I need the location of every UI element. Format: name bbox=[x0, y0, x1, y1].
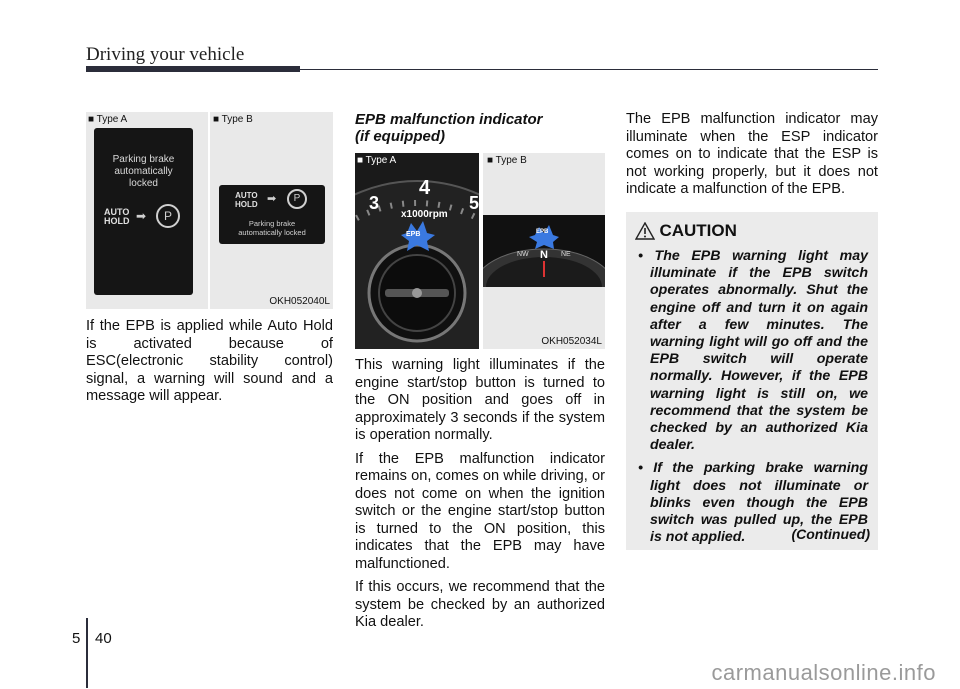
caution-item-text: The EPB warning light may illuminate if the EPB switch operates abnormally. Shut the engine off and turn it on again after a few minutes. The warning light will go off and the EPB switch will operate normally. However, if the EPB warning light is still on, we recommend that the system be checked by an authorized Kia dealer. bbox=[650, 248, 868, 454]
figure-type-b-label: ■ Type B bbox=[213, 114, 253, 125]
compass-ne: NE bbox=[561, 251, 571, 258]
continued-label: (Continued) bbox=[791, 526, 870, 542]
section-title-line-2: (if equipped) bbox=[355, 128, 445, 145]
paragraph: If this occurs, we recommend that the system be checked by an authorized Kia dealer. bbox=[355, 579, 605, 630]
figure-code: OKH052034L bbox=[541, 336, 602, 347]
figure-epb-auto-hold bbox=[86, 112, 333, 309]
parking-p-icon: P bbox=[287, 189, 307, 209]
figure-epb-malfunction bbox=[355, 153, 605, 349]
watermark: carmanualsonline.info bbox=[711, 660, 936, 685]
auto-hold-label bbox=[104, 208, 130, 226]
paragraph: If the EPB is applied while Auto Hold is activated because of ESC(electronic stability control) signal, a warning will sound and a message will appear. bbox=[86, 318, 333, 404]
gauge-type-b bbox=[483, 215, 605, 287]
auto-hold-paragraph bbox=[86, 318, 333, 412]
parking-p-icon: P bbox=[156, 204, 180, 228]
gauge-label-4: 4 bbox=[419, 177, 431, 199]
figure-type-a-label: ■ Type A bbox=[357, 155, 397, 166]
tachometer-gauge bbox=[355, 153, 479, 349]
arrow-right-icon: ➡ bbox=[136, 209, 147, 223]
header-bar bbox=[86, 66, 300, 72]
arrow-right-icon: ➡ bbox=[267, 193, 277, 205]
epb-warning-icon: EPB bbox=[406, 231, 421, 238]
malfunction-text bbox=[355, 357, 605, 638]
page-number: 40 bbox=[95, 630, 112, 647]
caution-item: • The EPB warning light may illuminate if the EPB switch operates abnormally. Shut the engine off and turn it on again after a few minutes. The warning light will go off and the EPB switch will operate normally. However, if the EPB warning light is still on, we recommend that the system be checked by an authorized Kia dealer. bbox=[638, 248, 868, 454]
caution-item-text: If the parking brake warning light does not illuminate or blinks even though the EPB switch was pulled up, the EPB is not applied. bbox=[650, 460, 868, 546]
auto-label: AUTO bbox=[104, 207, 130, 217]
figure-code: OKH052040L bbox=[269, 296, 330, 307]
section-title bbox=[355, 111, 605, 145]
message-line-2: automatically bbox=[114, 166, 173, 177]
caution-box bbox=[626, 212, 878, 550]
epb-warning-icon: EPB bbox=[536, 229, 549, 235]
message-line-1: Parking brake bbox=[112, 154, 175, 165]
auto-hold-label bbox=[235, 191, 258, 209]
caution-list bbox=[632, 248, 868, 552]
footer-divider bbox=[86, 618, 88, 688]
gauge-type-a bbox=[355, 153, 479, 349]
compass-nw: NW bbox=[517, 251, 529, 258]
compass-n: N bbox=[540, 249, 548, 261]
gauge-label-5: 5 bbox=[469, 193, 479, 213]
caution-header bbox=[635, 221, 737, 241]
esp-paragraph bbox=[626, 111, 878, 205]
header-rule bbox=[300, 69, 878, 70]
paragraph: If the EPB malfunction indicator remains on, comes on while driving, or does not come on when the ignition switch or the engine start/stop button is turned to the ON position, this indicates that the EPB may have malfunctioned. bbox=[355, 450, 605, 572]
figure-type-a-label: ■ Type A bbox=[88, 114, 128, 125]
auto-label: AUTO bbox=[235, 191, 258, 200]
section-title-line-1: EPB malfunction indicator bbox=[355, 111, 543, 128]
cluster-screen-type-b bbox=[219, 185, 325, 244]
caution-title: CAUTION bbox=[659, 221, 737, 240]
caution-item: • If the parking brake warning light does not illuminate or blinks even though the EPB switch was pulled up, the EPB is not applied. bbox=[638, 460, 868, 546]
message-line-1: Parking brake bbox=[248, 219, 296, 228]
rpm-unit-label: x1000rpm bbox=[401, 209, 448, 220]
page-header-title: Driving your vehicle bbox=[86, 44, 245, 65]
hold-label: HOLD bbox=[104, 216, 130, 226]
figure-divider bbox=[208, 112, 210, 309]
message-line-2: automatically locked bbox=[238, 228, 306, 237]
message-line-3: locked bbox=[129, 178, 158, 189]
figure-type-b-label: ■ Type B bbox=[487, 155, 527, 166]
paragraph: The EPB malfunction indicator may illuminate when the ESP indicator comes on to indicate that the ESP is not working properly, but it does not indicate a malfunction of the EPB. bbox=[626, 111, 878, 197]
warning-triangle-icon bbox=[635, 222, 655, 240]
hold-label: HOLD bbox=[235, 200, 258, 209]
paragraph: This warning light illuminates if the engine start/stop button is turned to the ON position and goes off in approximately 3 seconds if the system is operation normally. bbox=[355, 357, 605, 443]
chapter-number: 5 bbox=[72, 630, 81, 647]
gauge-label-3: 3 bbox=[369, 193, 380, 213]
cluster-screen-type-a bbox=[94, 128, 193, 295]
